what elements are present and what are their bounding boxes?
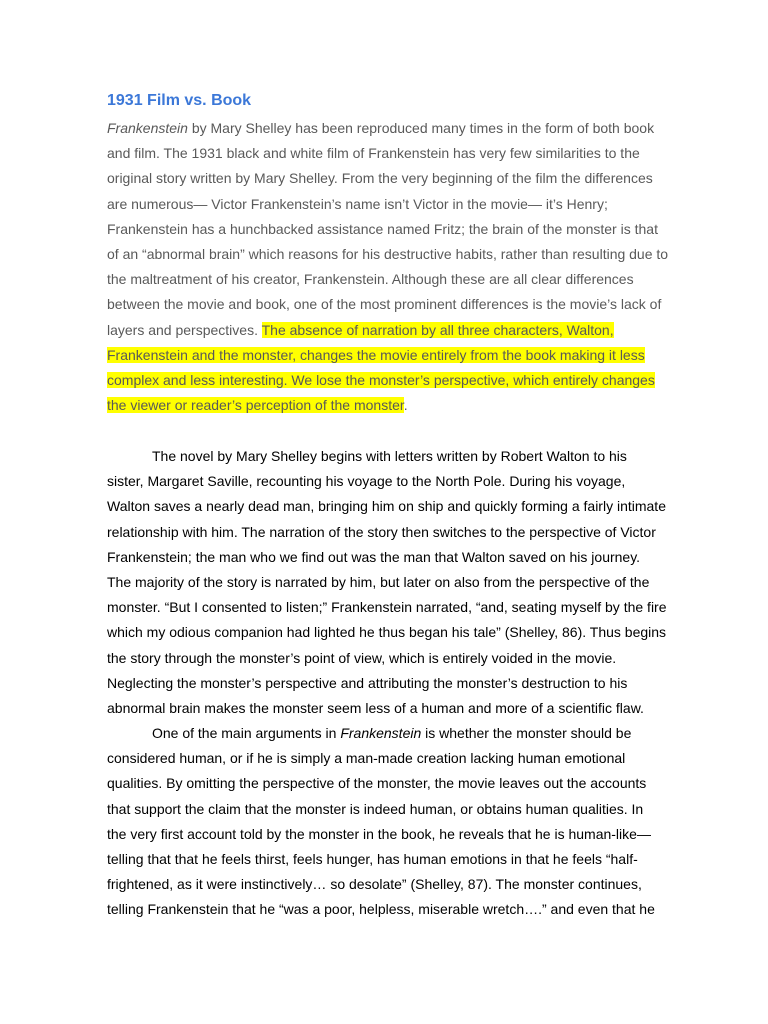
body-text: . xyxy=(403,397,408,414)
body-text: frightened, as it were instinctively… so desolate” (Shelley, 87). The monster continues, xyxy=(107,876,642,893)
text-line xyxy=(107,646,667,671)
body-text: telling that that he feels thirst, feels hunger, has human emotions in that he feels “half- xyxy=(107,850,638,867)
italic-title-text: Frankenstein xyxy=(340,725,422,741)
body-text: by Mary Shelley has been reproduced many times in the form of both book xyxy=(187,120,655,136)
text-line xyxy=(107,166,667,191)
body-text: sister, Margaret Saville, recounting his voyage to the North Pole. During his voyage, xyxy=(107,473,626,490)
text-line xyxy=(107,696,667,721)
body-text: the maltreatment of his creator, Frankenstein. Although these are all clear differences xyxy=(107,271,634,288)
body-text: layers and perspectives. xyxy=(107,321,262,338)
body-text: which my odious companion had lighted he thus began his tale” (Shelley, 86). Thus begins xyxy=(107,624,667,641)
body-text: The majority of the story is narrated by him, but later on also from the perspective of the xyxy=(107,573,650,590)
highlighted-text: complex and less interesting. We lose the monster’s perspective, which entirely changes xyxy=(107,371,655,388)
text-line xyxy=(107,116,667,141)
text-line xyxy=(107,242,667,267)
highlighted-text: the viewer or reader’s perception of the monster xyxy=(107,397,404,414)
body-text: Frankenstein has a hunchbacked assistance named Fritz; the brain of the monster is that xyxy=(107,220,658,237)
text-line xyxy=(107,847,667,872)
text-line xyxy=(107,872,667,897)
text-line xyxy=(107,620,667,645)
body-text: The novel by Mary Shelley begins with letters written by Robert Walton to his xyxy=(152,448,627,464)
body-text: are numerous— Victor Frankenstein’s name isn’t Victor in the movie— it’s Henry; xyxy=(107,195,608,212)
text-line xyxy=(107,393,667,418)
text-line xyxy=(107,797,667,822)
highlighted-text: The absence of narration by all three characters, Walton, xyxy=(261,321,614,338)
body-text: and film. The 1931 black and white film of Frankenstein has very few similarities to the xyxy=(107,145,640,162)
text-line xyxy=(107,671,667,696)
body-text: the very first account told by the monster in the book, he reveals that he is human-like— xyxy=(107,825,651,842)
text-line xyxy=(107,292,667,317)
italic-title-text: Frankenstein xyxy=(107,120,188,136)
body-text: the story through the monster’s point of view, which is entirely voided in the movie. xyxy=(107,649,617,666)
text-line xyxy=(107,897,667,922)
text-line xyxy=(107,267,667,292)
section-heading: 1931 Film vs. Book xyxy=(107,92,252,109)
text-line xyxy=(107,520,667,545)
text-line xyxy=(107,746,667,771)
text-line xyxy=(107,721,667,746)
text-line xyxy=(107,192,667,217)
text-line xyxy=(107,217,667,242)
paragraph-main-arguments xyxy=(107,721,667,923)
body-text: is whether the monster should be xyxy=(421,725,632,741)
text-line xyxy=(107,494,667,519)
paragraph-novel-summary xyxy=(107,444,667,721)
body-text: One of the main arguments in xyxy=(152,725,341,741)
body-text: telling Frankenstein that he “was a poor, helpless, miserable wretch….” and even that he xyxy=(107,901,655,918)
highlighted-text: Frankenstein and the monster, changes the movie entirely from the book making it less xyxy=(107,346,645,363)
text-line xyxy=(107,595,667,620)
body-text: that support the claim that the monster is indeed human, or obtains human qualities. In xyxy=(107,800,644,817)
body-text: abnormal brain makes the monster seem less of a human and more of a scientific flaw. xyxy=(107,699,644,716)
text-line xyxy=(107,822,667,847)
body-text: relationship with him. The narration of the story then switches to the perspective of Victor xyxy=(107,523,656,540)
text-line xyxy=(107,141,667,166)
text-line xyxy=(107,444,667,469)
body-text: qualities. By omitting the perspective of the monster, the movie leaves out the accounts xyxy=(107,775,647,792)
body-text: Walton saves a nearly dead man, bringing him on ship and quickly forming a fairly intimate xyxy=(107,498,666,515)
text-line xyxy=(107,368,667,393)
body-text: monster. “But I consented to listen;” Frankenstein narrated, “and, seating myself by the fire xyxy=(107,599,667,616)
body-text: original story written by Mary Shelley. From the very beginning of the film the differences xyxy=(107,170,653,187)
text-line xyxy=(107,343,667,368)
body-text: considered human, or if he is simply a man-made creation lacking human emotional xyxy=(107,750,626,767)
body-text: Neglecting the monster’s perspective and attributing the monster’s destruction to his xyxy=(107,674,628,691)
text-line xyxy=(107,545,667,570)
text-line xyxy=(107,469,667,494)
body-text: Frankenstein; the man who we find out was the man that Walton saved on his journey. xyxy=(107,548,641,565)
paragraph-intro xyxy=(107,116,667,418)
body-text: between the movie and book, one of the most prominent differences is the movie’s lack of xyxy=(107,296,662,313)
text-line xyxy=(107,570,667,595)
text-line xyxy=(107,318,667,343)
text-line xyxy=(107,771,667,796)
body-text: of an “abnormal brain” which reasons for his destructive habits, rather than resulting due to xyxy=(107,245,669,262)
